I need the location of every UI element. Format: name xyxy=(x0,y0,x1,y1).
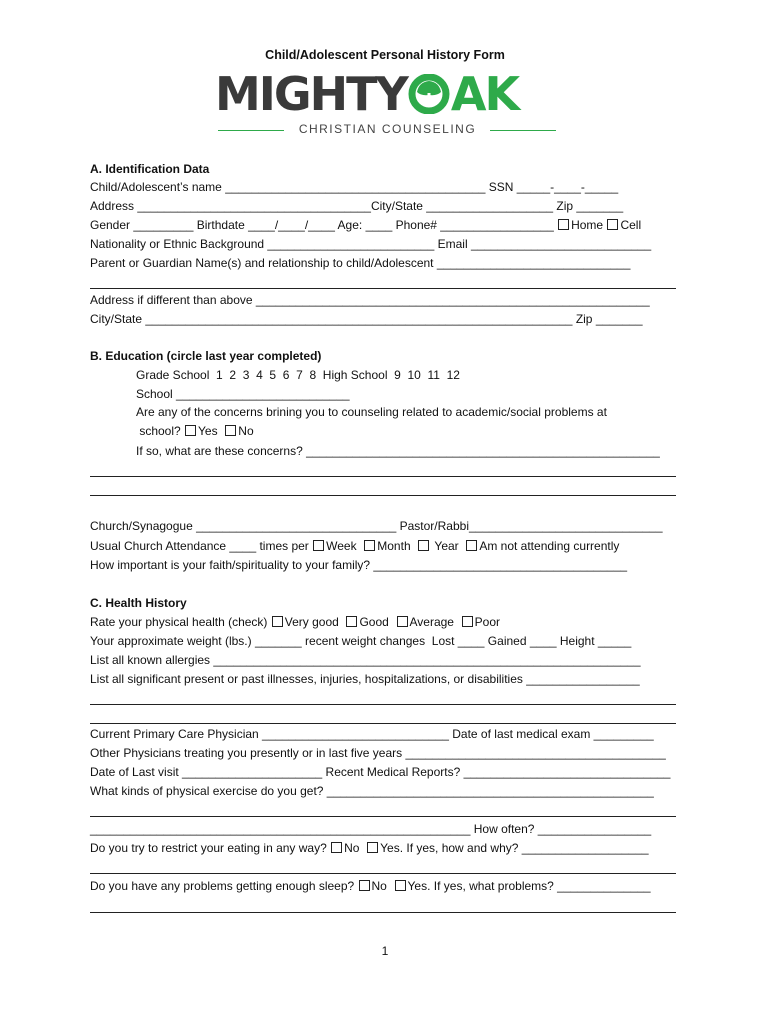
gender-birthdate-field[interactable]: Gender _________ Birthdate ____/____/____ Age: ____ Phone# _________________ xyxy=(90,218,558,232)
very-good-label: Very good xyxy=(284,615,346,629)
form-title: Child/Adolescent Personal History Form xyxy=(265,48,505,62)
week-label: Week xyxy=(326,539,364,553)
sleep-yes-checkbox[interactable] xyxy=(395,880,406,891)
church-pastor-field[interactable]: Church/Synagogue ______________________________ Pastor/Rabbi_____________________________ xyxy=(90,519,663,533)
cell-label: Cell xyxy=(620,218,642,232)
section-a-heading: A. Identification Data xyxy=(90,162,210,176)
oak-tree-icon xyxy=(407,72,451,112)
logo-text-green: AK xyxy=(450,67,519,121)
faith-importance-field[interactable]: How important is your faith/spirituality to your family? ______________________________________ xyxy=(90,558,628,572)
sleep-line[interactable] xyxy=(90,912,676,913)
eating-yes-checkbox[interactable] xyxy=(367,842,378,853)
weight-height-field[interactable]: Your approximate weight (lbs.) _______ recent weight changes Lost ____ Gained ____ Height _____ xyxy=(90,634,632,648)
section-b-heading: B. Education (circle last year completed) xyxy=(90,349,322,363)
eating-line[interactable] xyxy=(90,873,676,874)
good-label: Good xyxy=(359,615,396,629)
yes-label: Yes xyxy=(198,424,225,438)
home-label: Home xyxy=(571,218,607,232)
concern-question: Are any of the concerns brining you to counseling related to academic/social problems at xyxy=(136,405,607,419)
exercise-field[interactable]: What kinds of physical exercise do you get? _________________________________________________ xyxy=(90,784,654,798)
good-checkbox[interactable] xyxy=(346,616,357,627)
health-rating-row xyxy=(90,614,500,630)
allergies-field[interactable]: List all known allergies ________________________________________________________________ xyxy=(90,653,641,667)
school-question-label: school? xyxy=(136,424,185,438)
nationality-email-field[interactable]: Nationality or Ethnic Background _________________________ Email ___________________________ xyxy=(90,237,652,251)
sleep-problems-row xyxy=(90,878,651,894)
eating-question-label: Do you try to restrict your eating in any way? xyxy=(90,841,331,855)
primary-physician-field[interactable]: Current Primary Care Physician ____________________________ Date of last medical exam _________ xyxy=(90,727,654,741)
illnesses-line-2[interactable] xyxy=(90,723,676,724)
illnesses-field[interactable]: List all significant present or past illnesses, injuries, hospitalizations, or disabilities _________________ xyxy=(90,672,640,686)
not-attending-checkbox[interactable] xyxy=(466,540,477,551)
school-field[interactable]: School __________________________ xyxy=(136,387,350,401)
sleep-no-label: No xyxy=(371,879,394,893)
mighty-oak-logo xyxy=(215,68,560,140)
eating-no-label: No xyxy=(344,841,367,855)
exercise-line[interactable] xyxy=(90,816,676,817)
alt-address-field[interactable]: Address if different than above ___________________________________________________________ xyxy=(90,293,650,307)
very-good-checkbox[interactable] xyxy=(272,616,283,627)
sleep-question-label: Do you have any problems getting enough sleep? xyxy=(90,879,358,893)
logo-wordmark xyxy=(215,68,560,120)
concerns-line-1[interactable] xyxy=(90,476,676,477)
eating-no-checkbox[interactable] xyxy=(331,842,342,853)
sleep-yes-field[interactable]: Yes. If yes, what problems? ______________ xyxy=(407,879,651,893)
school-no-checkbox[interactable] xyxy=(225,425,236,436)
concerns-line-2[interactable] xyxy=(90,495,676,496)
sleep-no-checkbox[interactable] xyxy=(359,880,370,891)
year-checkbox[interactable] xyxy=(418,540,429,551)
eating-restriction-row xyxy=(90,840,649,856)
exercise-frequency-field[interactable]: _________________________________________________________ How often? _________________ xyxy=(90,822,652,836)
poor-label: Poor xyxy=(474,615,501,629)
not-attending-label: Am not attending currently xyxy=(479,539,620,553)
last-visit-field[interactable]: Date of Last visit _____________________ Recent Medical Reports? _______________________________ xyxy=(90,765,671,779)
poor-checkbox[interactable] xyxy=(462,616,473,627)
concerns-field[interactable]: If so, what are these concerns? _____________________________________________________ xyxy=(136,444,660,458)
logo-rule-right xyxy=(490,130,556,131)
cell-checkbox[interactable] xyxy=(607,219,618,230)
page-number: 1 xyxy=(381,944,389,958)
gender-birthdate-row xyxy=(90,217,641,233)
attendance-field[interactable]: Usual Church Attendance ____ times per xyxy=(90,539,313,553)
school-yes-checkbox[interactable] xyxy=(185,425,196,436)
no-label: No xyxy=(238,424,254,438)
week-checkbox[interactable] xyxy=(313,540,324,551)
grade-selection[interactable]: Grade School 1 2 3 4 5 6 7 8 High School 9 10 11 12 xyxy=(136,368,460,382)
logo-subtitle: CHRISTIAN COUNSELING xyxy=(298,122,477,136)
address-field[interactable]: Address ___________________________________City/State ___________________ Zip _______ xyxy=(90,199,624,213)
attendance-row xyxy=(90,538,619,554)
month-label: Month xyxy=(377,539,418,553)
month-checkbox[interactable] xyxy=(364,540,375,551)
year-label: Year xyxy=(431,539,466,553)
child-name-field[interactable]: Child/Adolescent’s name _______________________________________ SSN _____-____-_____ xyxy=(90,180,619,194)
section-c-heading: C. Health History xyxy=(90,596,187,610)
health-rating-label: Rate your physical health (check) xyxy=(90,615,271,629)
guardian-field[interactable]: Parent or Guardian Name(s) and relationship to child/Adolescent _____________________________ xyxy=(90,256,631,270)
logo-text-dark: MIGHTY xyxy=(215,67,407,121)
guardian-continuation-line[interactable] xyxy=(90,288,676,289)
average-label: Average xyxy=(409,615,461,629)
illnesses-line-1[interactable] xyxy=(90,704,676,705)
home-checkbox[interactable] xyxy=(558,219,569,230)
alt-city-field[interactable]: City/State ________________________________________________________________ Zip _______ xyxy=(90,312,643,326)
average-checkbox[interactable] xyxy=(397,616,408,627)
eating-yes-field[interactable]: Yes. If yes, how and why? ___________________ xyxy=(380,841,649,855)
other-physicians-field[interactable]: Other Physicians treating you presently or in last five years _______________________________________ xyxy=(90,746,666,760)
school-yes-no-row xyxy=(136,423,254,439)
